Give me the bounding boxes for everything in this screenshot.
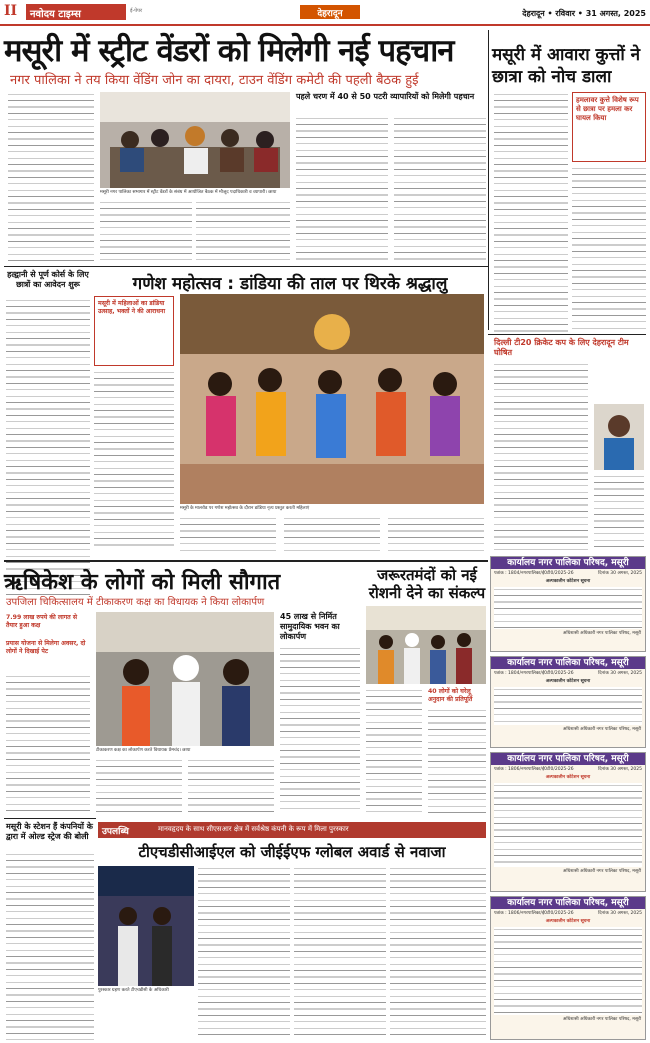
column-divider [488,30,489,330]
notice-2-text [494,687,642,725]
brand-logo: नवोदय टाइम्स [26,4,126,20]
notice-1-date: दिनांक 30 अगस्त, 2025 [598,571,642,576]
lead-headline: मसूरी में स्ट्रीट वेंडरों को मिलेगी नई पहचान [4,33,454,69]
notice-3-text [494,783,642,867]
notice-1 [490,556,646,652]
notice-1-title: कार्यालय नगर पालिका परिषद, मसूरी [491,557,645,569]
jaruratmand-photo-image [366,606,486,684]
rishikesh-headline: ऋषिकेश के लोगों को मिली सौगात [4,570,281,595]
right-top-callout-box [572,92,646,162]
ganesh-photo-caption: मसूरी के मालरोड पर गणेश महोत्सव के दौरान डांडिया नृत्य प्रस्तुत करती महिलाएं [180,506,310,511]
rishikesh-bullet-2: प्रयास योजना से मिलेगा अवसर, दो लोगों ने दिखाई पेट [6,640,86,655]
right-mid-headline: दिल्ली टी20 क्रिकेट कप के लिए देहरादून टीम घोषित [494,338,629,357]
notice-1-ref: पत्रांक : 1804/नगरपालिका/ई0टी0/2025-26 [494,571,574,576]
lead-column-3 [196,200,290,264]
lead-subheadline: नगर पालिका ने तय किया वेंडिंग जोन का दायरा, टाउन वेंडिंग कमेटी की पहली बैठक हुई [10,73,419,88]
notice-3-subtitle: अल्पकालीन कोटेशन सूचना [545,775,591,780]
right-mid-rule [488,334,646,335]
jaruratmand-column-2 [428,708,486,814]
notice-2-ref: पत्रांक : 1804/नगरपालिका/ई0टी0/2025-26 [494,671,574,676]
bottom-column-2 [294,866,386,1040]
right-top-callout: हमलावर कुत्ते विशेष रूप से छात्रा पर हमला कर घायल किया [576,96,639,122]
rishikesh-column-3 [188,758,274,814]
rishikesh-subheadline: उपजिला चिकित्सालय में टीकाकरण कक्ष का विधायक ने किया लोकार्पण [6,597,265,608]
rishikesh-column-2 [96,758,182,814]
achievement-band-label: उपलब्धि [102,827,129,837]
rishikesh-rule [4,560,488,562]
notice-3-ref: पत्रांक : 1806/नगरपालिका/ई0टी0/2025-26 [494,767,574,772]
notice-2-meta [491,669,645,679]
award-photo-image [98,866,194,986]
notice-4-subtitle: अल्पकालीन कोटेशन सूचना [545,919,591,924]
notice-4-sign: अधिशासी अधिकारी नगर पालिका परिषद, मसूरी [562,1017,641,1022]
right-top-column-1 [494,92,568,332]
ganesh-column-4 [388,516,484,552]
notice-3-title: कार्यालय नगर पालिका परिषद, मसूरी [491,753,645,765]
rishikesh-bullet-1: 7.99 लाख रुपये की लागत से तैयार हुआ कक्ष [6,614,78,629]
rishikesh-photo-image [96,612,274,746]
notice-1-meta [491,569,645,579]
notice-4-title: कार्यालय नगर पालिका परिषद, मसूरी [491,897,645,909]
achievement-band-text: मानवहृदय के साथ सीएसआर क्षेत्र में सर्वश्रेष्ठ कंपनी के रूप में मिला पुरस्कार [158,825,349,833]
lead-photo [100,92,290,188]
notice-3-sign: अधिशासी अधिकारी नगर पालिका परिषद, मसूरी [562,869,641,874]
lead-column-5 [394,116,486,264]
notice-3 [490,752,646,892]
left-snippet-text [6,298,90,598]
bottom-column-1 [198,866,290,1040]
issue-date: देहरादून • रविवार • 31 अगस्त, 2025 [522,9,646,18]
ganesh-photo-image [180,294,484,504]
notice-2-sign: अधिशासी अधिकारी नगर पालिका परिषद, मसूरी [562,727,641,732]
lead-column-2 [100,200,192,264]
ganesh-column-3 [284,516,380,552]
right-mid-column [494,362,588,552]
jaruratmand-bullet: 40 लोगों को घरेलू अनुदान की प्रतिपूर्ति [428,688,473,703]
right-mid-photo [594,404,644,470]
small-tag: ई-पेपर [130,8,142,14]
notice-2-subtitle: अल्पकालीन कोटेशन सूचना [545,679,591,684]
rishikesh-column-4 [280,646,360,814]
notice-4-text [494,927,642,1015]
notice-1-sign: अधिशासी अधिकारी नगर पालिका परिषद, मसूरी [562,631,641,636]
left-bottom-column [6,852,94,1040]
lead-photo-caption: मसूरी नगर पालिका सभागार में स्ट्रीट वेंडरों के संबंध में आयोजित बैठक में मौजूद पदाधिकारी व व्यापारी। छाया [100,190,277,195]
notice-3-meta [491,765,645,775]
edition-city: देहरादून [300,5,360,19]
rishikesh-middle-head: 45 लाख से निर्मित सामुदायिक भवन का लोकार्पण [280,612,340,641]
notice-3-date: दिनांक 30 अगस्त, 2025 [598,767,642,772]
lead-column-4 [296,116,388,264]
right-top-column-2 [572,166,646,332]
bottom-photo-caption: पुरस्कार ग्रहण करते टीएचडीसी के अधिकारी [98,988,169,993]
notice-2-title: कार्यालय नगर पालिका परिषद, मसूरी [491,657,645,669]
rishikesh-column-1 [6,674,90,812]
lead-photo-image [100,92,290,188]
masthead [0,0,650,26]
rishikesh-photo [96,612,274,746]
notice-4-meta [491,909,645,919]
notice-4-ref: पत्रांक : 1806/नगरपालिका/ई0टी0/2025-26 [494,911,574,916]
ganesh-column-1 [94,370,174,550]
right-mid-column-2 [594,474,644,552]
notice-4-date: दिनांक 30 अगस्त, 2025 [598,911,642,916]
rishikesh-photo-caption: टीकाकरण कक्ष का लोकार्पण करते विधायक प्रेमचंद। छाया [96,748,191,753]
notice-2 [490,656,646,748]
ganesh-photo [180,294,484,504]
achievement-band [98,822,486,838]
ganesh-headline: गणेश महोत्सव : डांडिया की ताल पर थिरके श्रद्धालु [132,274,448,294]
ganesh-callout-box [94,296,174,366]
left-snippet-head: हल्द्वानी से पूर्ण कोर्स के लिए छात्रों का आवेदन शुरू [7,270,89,289]
lead-column-1 [8,92,94,262]
bottom-photo [98,866,194,986]
bottom-headline: टीएचडीसीआईएल को जीईईएफ ग्लोबल अवार्ड से नवाजा [138,843,446,861]
right-top-headline: मसूरी में आवारा कुत्तों ने छात्रा को नोच डाला [492,45,641,87]
jaruratmand-column-1 [366,688,422,814]
ganesh-column-2 [180,516,276,552]
notice-1-text [494,587,642,629]
jaruratmand-headline: जरूरतमंदों को नई रोशनी देने का संकल्प [368,566,486,602]
notice-4 [490,896,646,1040]
ganesh-section [94,266,486,556]
bottom-column-3 [390,866,486,1040]
left-bottom-rule [4,818,96,819]
lead-sidebar-head: पहले चरण में 40 से 50 पटरी व्यापारियों को मिलेगी पहचान [296,92,475,101]
left-bottom-head: मसूरी के स्टेशन हैं कंपनियों के द्वारा में ओल्ड स्ट्रेज की बोली [6,822,93,841]
notice-2-date: दिनांक 30 अगस्त, 2025 [598,671,642,676]
page-number: II [4,3,18,19]
notice-1-subtitle: अल्पकालीन कोटेशन सूचना [545,579,591,584]
jaruratmand-photo [366,606,486,684]
ganesh-callout: मसूरी में महिलाओं का डांडिया उत्साह, भक्तों ने की आराधना [98,300,166,315]
player-portrait [594,404,644,470]
